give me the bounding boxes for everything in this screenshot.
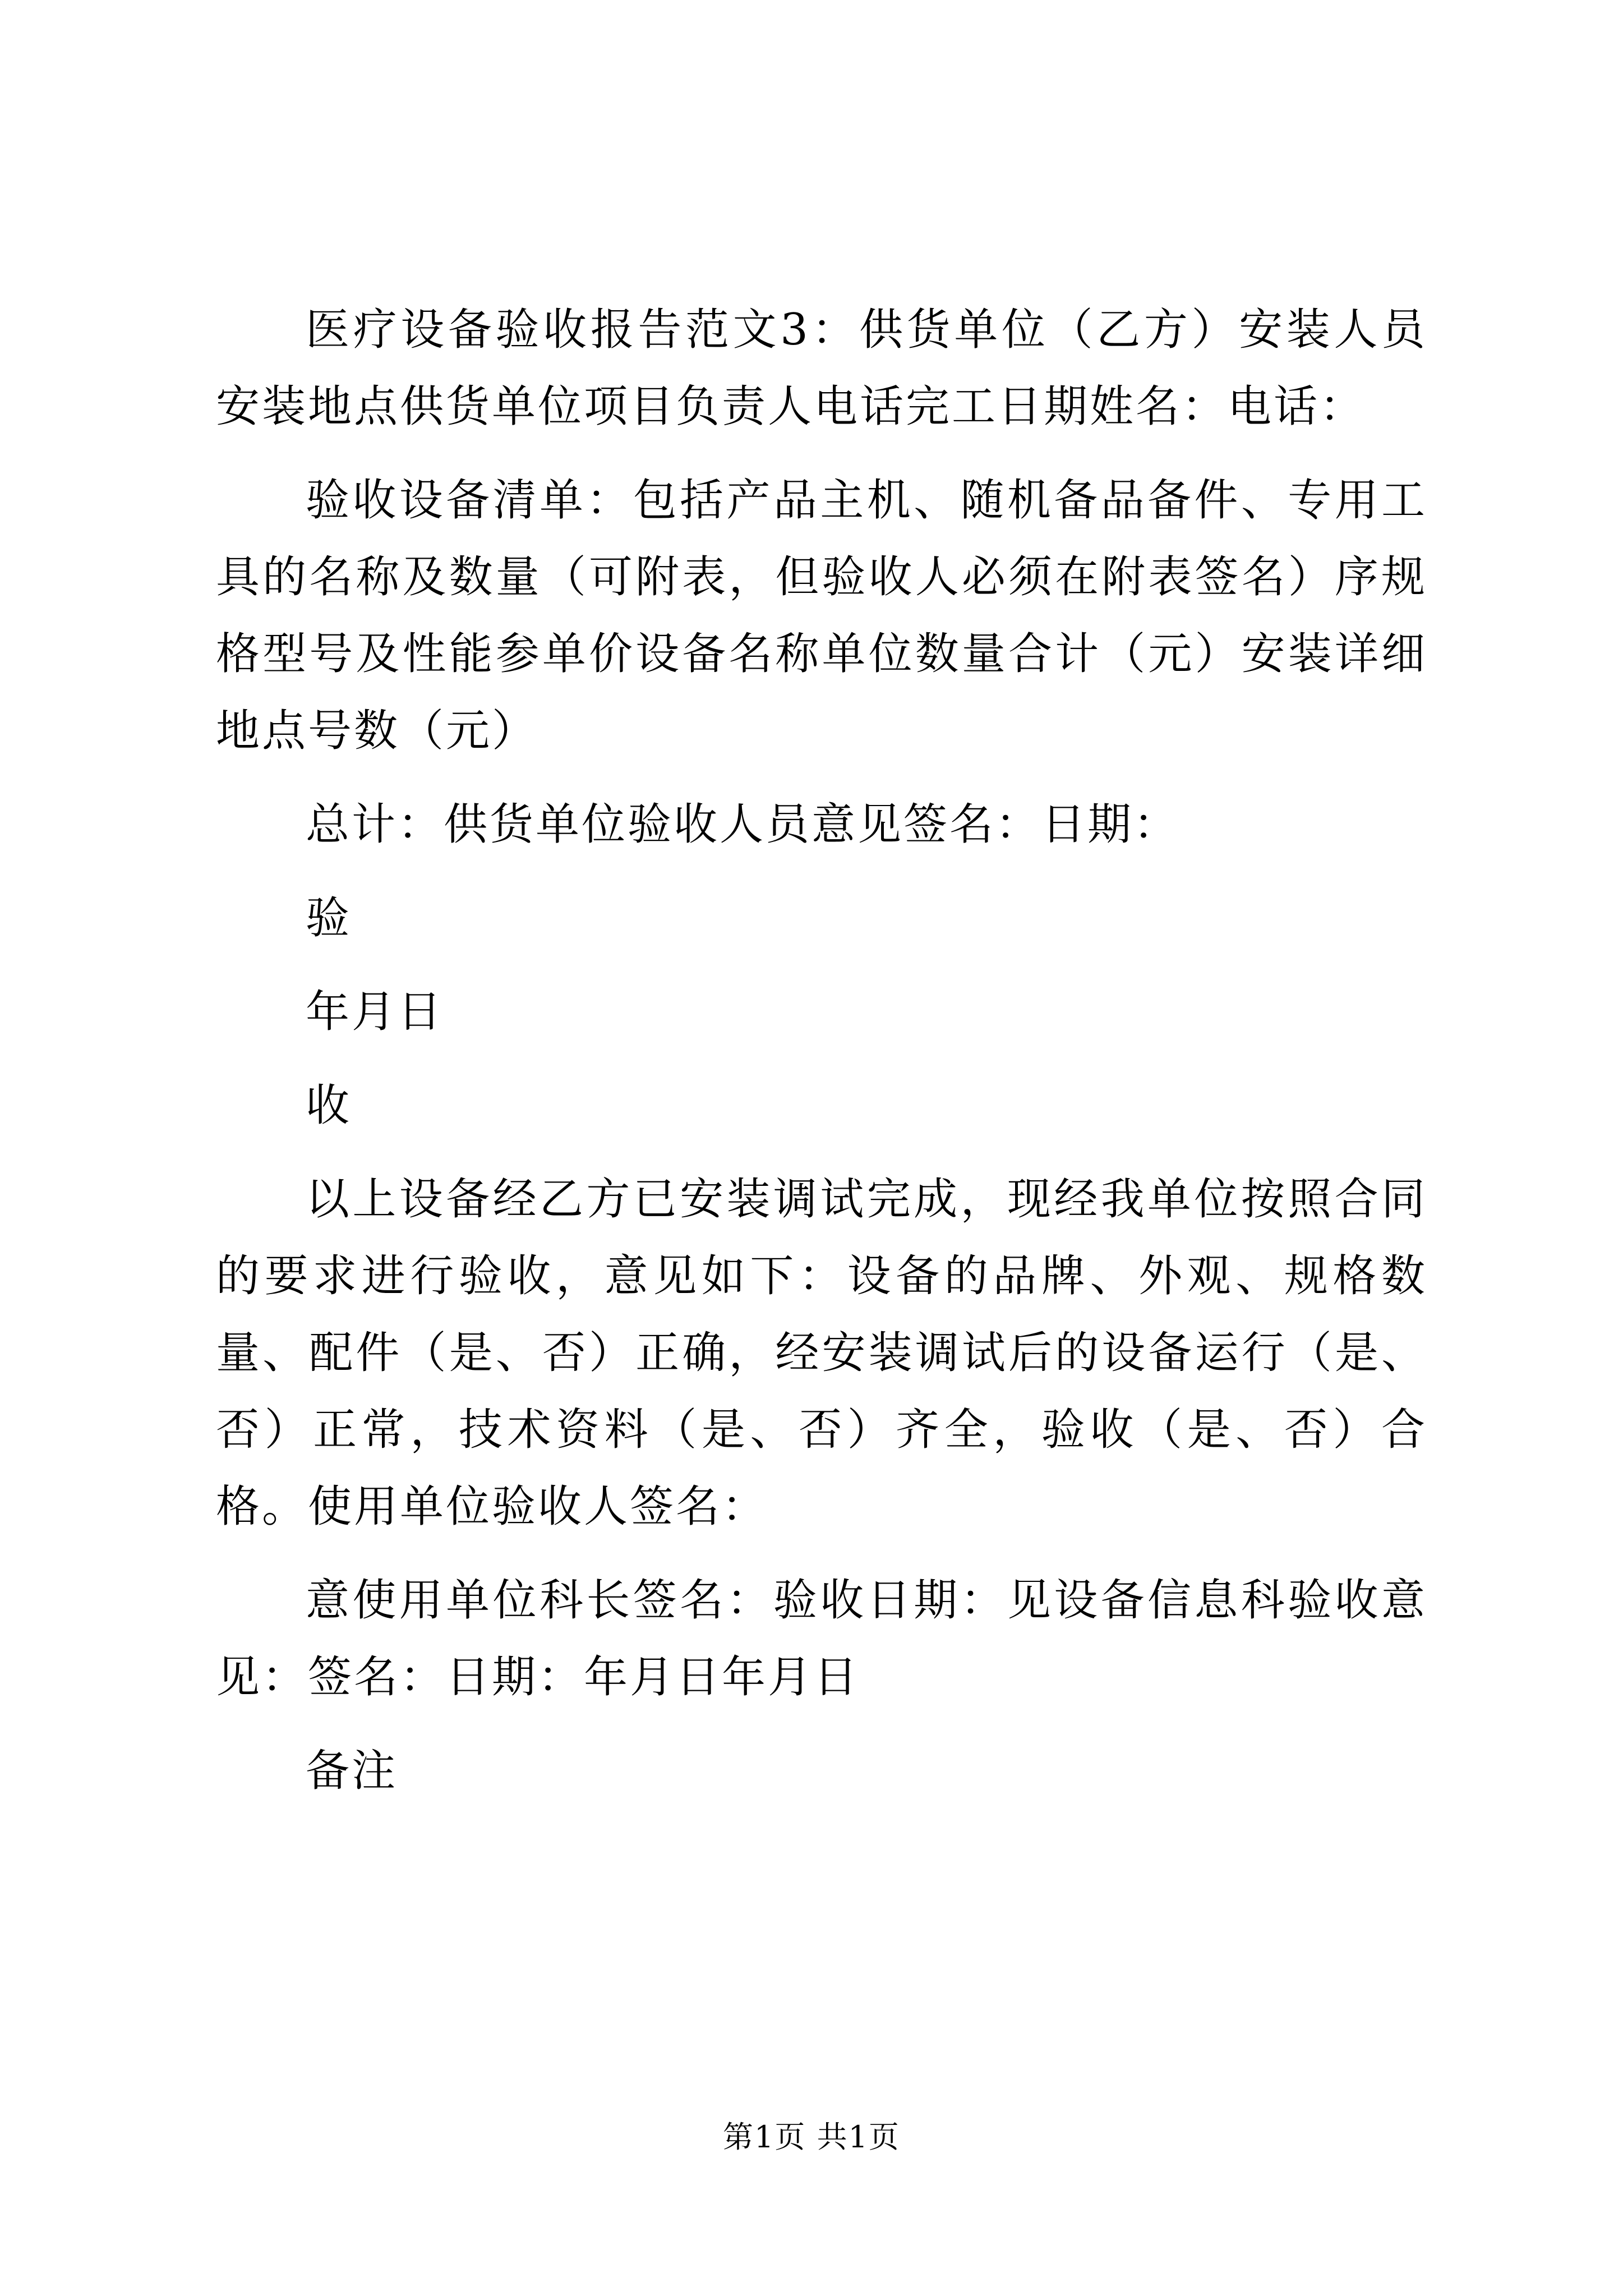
- paragraph-acceptance-opinion: 以上设备经乙方已安装调试完成，现经我单位按照合同的要求进行验收，意见如下：设备的品牌、外观、规格数量、配件（是、否）正确，经安装调试后的设备运行（是、否）正常，技术资料（是、否）齐全，验收（是、否）合格。使用单位验收人签名：: [216, 1174, 1427, 1532]
- document-body: [216, 292, 1427, 1826]
- paragraph-equipment-list: 验收设备清单：包括产品主机、随机备品备件、专用工具的名称及数量（可附表，但验收人必须在附表签名）序规格型号及性能参单价设备名称单位数量合计（元）安装详细地点号数（元）: [216, 475, 1427, 756]
- paragraph-supplier-info: 医疗设备验收报告范文3：供货单位（乙方）安装人员安装地点供货单位项目负责人电话完工日期姓名：电话：: [216, 305, 1427, 432]
- paragraph-remarks: 备注: [306, 1746, 398, 1796]
- paragraph-shou: 收: [306, 1080, 352, 1131]
- paragraph-department-signatures: 意使用单位科长签名：验收日期：见设备信息科验收意见：签名：日期：年月日年月日: [216, 1575, 1427, 1703]
- paragraph-date: 年月日: [306, 987, 444, 1037]
- page-footer: 第1页 共1页: [723, 2119, 900, 2155]
- paragraph-yan: 验: [306, 893, 352, 944]
- paragraph-total: 总计：供货单位验收人员意见签名：日期：: [306, 799, 1180, 850]
